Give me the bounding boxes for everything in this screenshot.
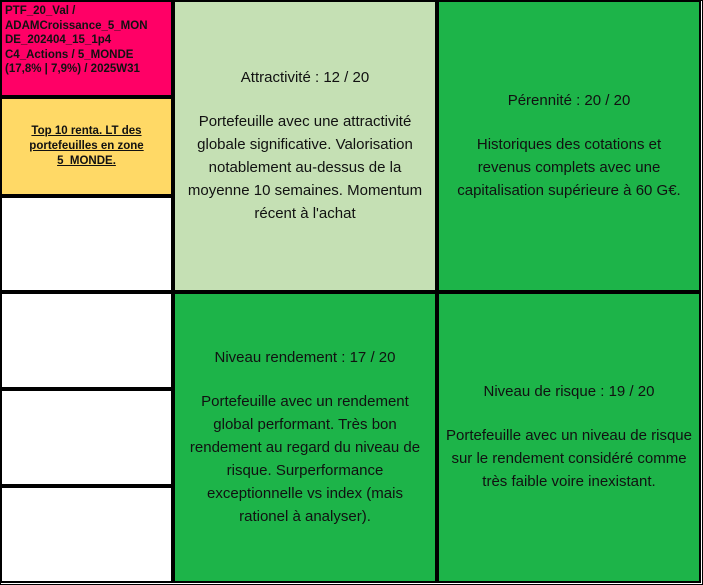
portfolio-header-line: PTF_20_Val / <box>5 5 76 17</box>
risque-description: Portefeuille avec un niveau de risque sur le rendement considéré comme très faible voire inexistant. <box>446 427 692 490</box>
rendement-box <box>173 292 437 583</box>
rendement-title: Niveau rendement : 17 / 20 <box>214 348 396 366</box>
portfolio-header-line: ADAMCroissance_5_MON <box>5 19 148 32</box>
empty-cell <box>0 486 173 583</box>
portfolio-header-line: C4_Actions / 5_MONDE <box>5 48 134 61</box>
empty-cell <box>0 292 173 389</box>
portfolio-subtitle-line: Top 10 renta. LT des <box>31 125 142 137</box>
attractivite-description: Portefeuille avec une attractivité globale significative. Valorisation notablement au-dessus de la moyenne 10 semaines. Momentum récent à l'achat <box>187 112 423 222</box>
attractivite-title: Attractivité : 12 / 20 <box>240 68 370 86</box>
perennite-box <box>437 0 701 292</box>
portfolio-header-line: (17,8% | 7,9%) / 2025W31 <box>5 63 140 76</box>
rendement-description: Portefeuille avec un rendement global performant. Très bon rendement au regard du niveau de risque. Surperformance exceptionnelle vs index (mais rationel à analyser). <box>189 392 421 525</box>
risque-box <box>437 292 701 583</box>
portfolio-header <box>0 0 173 97</box>
portfolio-subtitle-line: portefeuilles en zone <box>29 140 144 152</box>
portfolio-subtitle-line: 5_MONDE. <box>57 155 116 167</box>
portfolio-header-line: DE_202404_15_1p4 <box>5 34 112 47</box>
perennite-description: Historiques des cotations et revenus complets avec une capitalisation supérieure à 60 G€. <box>457 135 681 199</box>
empty-cell <box>0 196 173 292</box>
attractivite-box <box>173 0 437 292</box>
empty-cell <box>0 389 173 486</box>
portfolio-subtitle <box>0 97 173 196</box>
perennite-title: Pérennité : 20 / 20 <box>507 91 631 109</box>
risque-title: Niveau de risque : 19 / 20 <box>483 383 655 400</box>
